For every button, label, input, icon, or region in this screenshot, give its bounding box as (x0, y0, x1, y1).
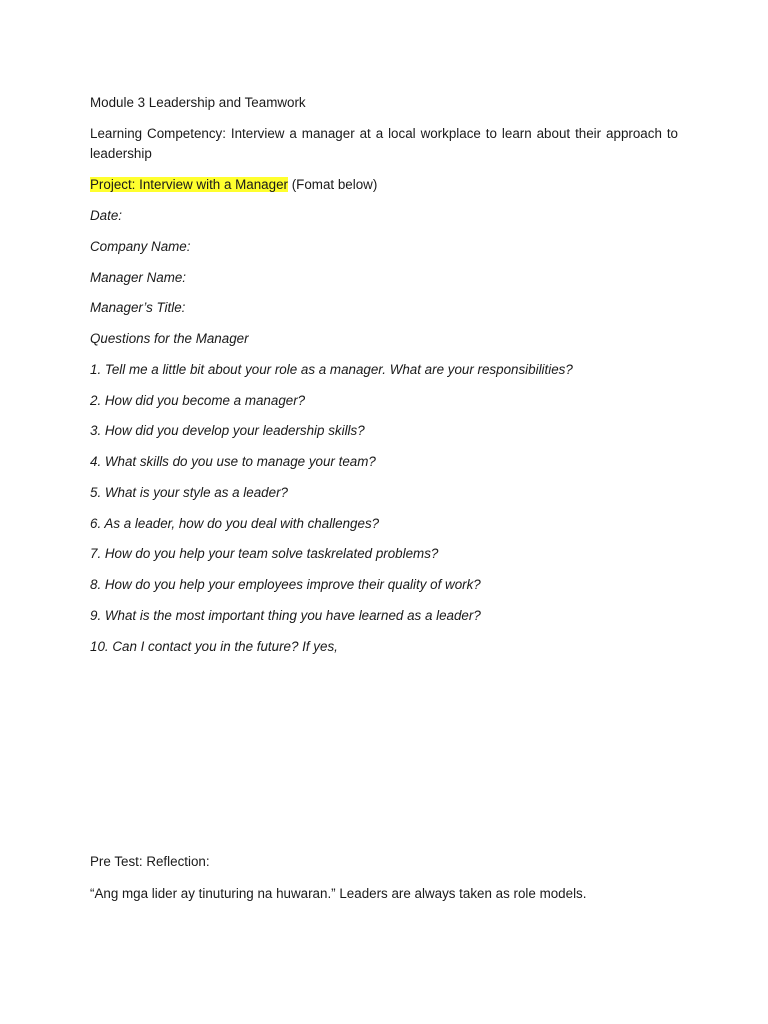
question-item: 2. How did you become a manager? (90, 393, 306, 408)
field-manager-name: Manager Name: (90, 270, 187, 285)
project-line (90, 175, 377, 195)
field-manager-title: Manager’s Title: (90, 300, 186, 315)
question-item: 6. As a leader, how do you deal with challenges? (90, 516, 380, 531)
field-date: Date: (90, 208, 123, 223)
module-title: Module 3 Leadership and Teamwork (90, 95, 306, 110)
question-item: 5. What is your style as a leader? (90, 485, 288, 500)
project-title-highlight: Project: Interview with a Manager (90, 177, 288, 192)
question-item: 9. What is the most important thing you have learned as a leader? (90, 608, 481, 623)
question-item: 3. How did you develop your leadership skills? (90, 423, 365, 438)
learning-competency: Learning Competency: Interview a manager at a local workplace to learn about their approach to leadership (90, 126, 678, 161)
question-item: 7. How do you help your team solve taskrelated problems? (90, 546, 439, 561)
project-format-note: (Fomat below) (287, 177, 378, 192)
question-item: 1. Tell me a little bit about your role as a manager. What are your responsibilities? (90, 362, 573, 377)
reflection-quote: “Ang mga lider ay tinuturing na huwaran.” Leaders are always taken as role models. (90, 886, 587, 901)
field-company-name: Company Name: (90, 239, 191, 254)
question-item: 8. How do you help your employees improve their quality of work? (90, 577, 481, 592)
question-item: 4. What skills do you use to manage your team? (90, 454, 376, 469)
pretest-heading: Pre Test: Reflection: (90, 854, 210, 869)
questions-heading: Questions for the Manager (90, 331, 249, 346)
question-item: 10. Can I contact you in the future? If yes, (90, 639, 338, 654)
